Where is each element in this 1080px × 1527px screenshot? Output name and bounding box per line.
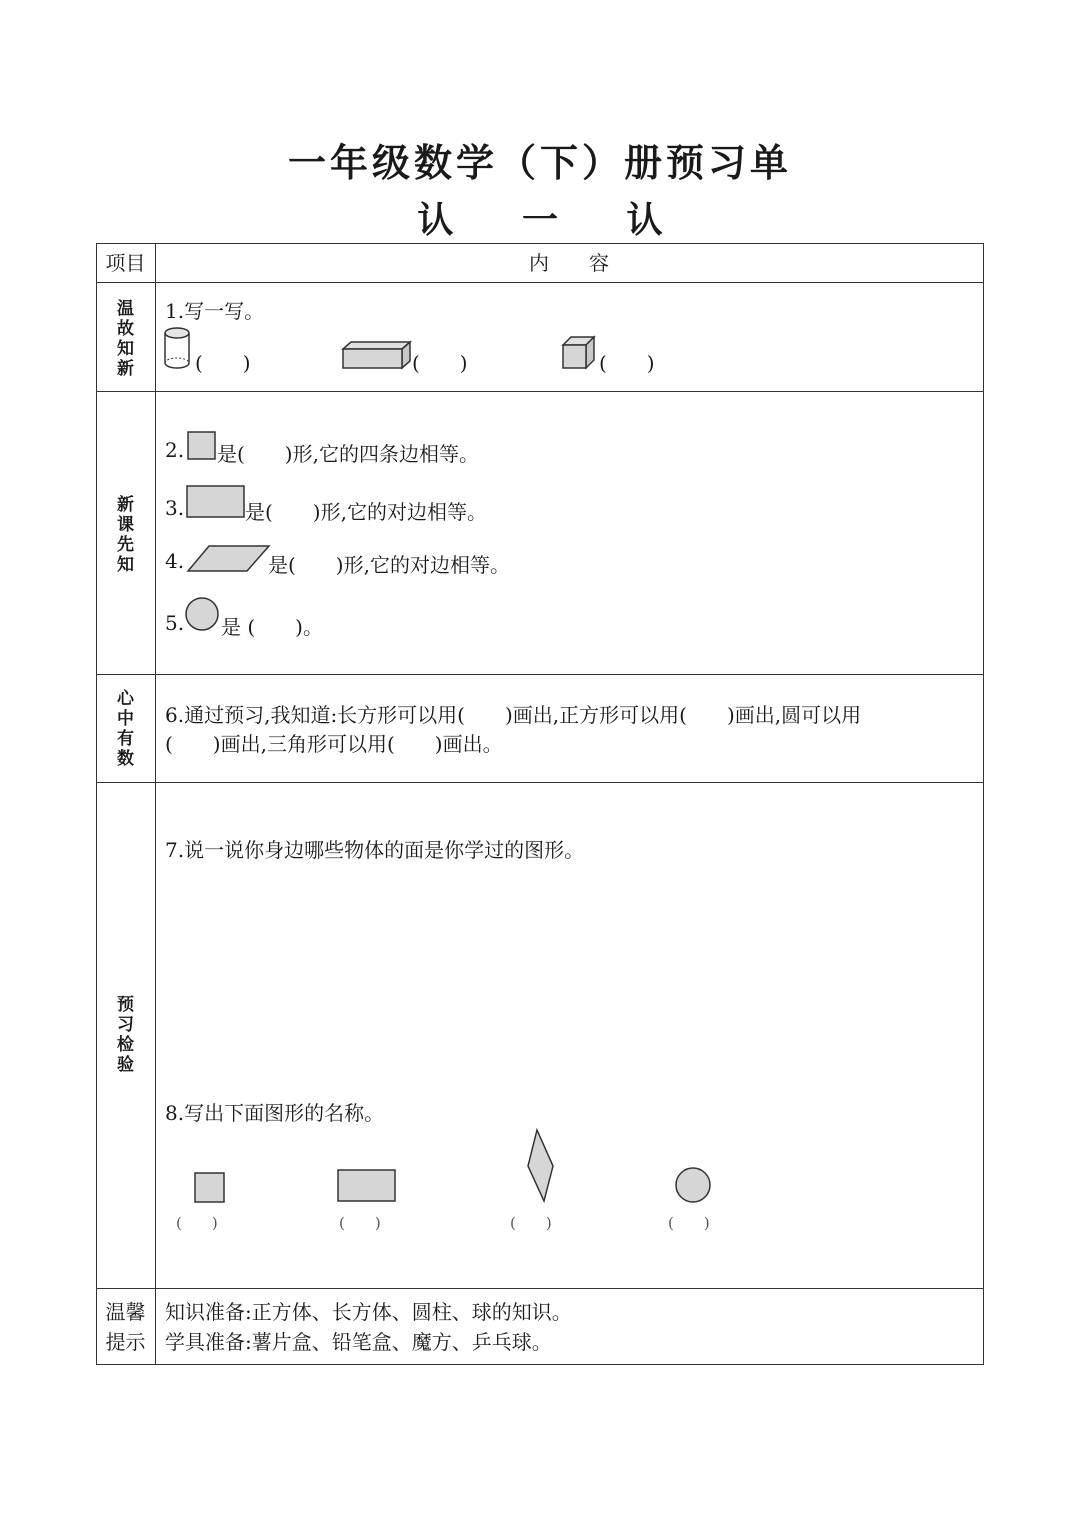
question-6-line2: ( )画出,三角形可以用( )画出。 bbox=[165, 732, 503, 756]
row-divider bbox=[96, 391, 984, 392]
subtitle-char: 认 bbox=[626, 200, 663, 241]
row-divider bbox=[96, 782, 984, 783]
question-4-number: 4. bbox=[165, 549, 185, 573]
subtitle-char: 认 bbox=[417, 200, 454, 241]
header-content: 内 容 bbox=[529, 251, 609, 275]
question-7: 7.说一说你身边哪些物体的面是你学过的图形。 bbox=[165, 838, 585, 862]
question-6-line1: 6.通过预习,我知道:长方形可以用( )画出,正方形可以用( )画出,圆可以用 bbox=[165, 703, 862, 727]
header-item: 项目 bbox=[105, 251, 146, 275]
cylinder-icon bbox=[164, 327, 194, 371]
column-divider bbox=[155, 243, 156, 1365]
section-label-new-lesson: 新 课 先 知 bbox=[117, 495, 134, 575]
question-3-number: 3. bbox=[165, 496, 185, 520]
tips-line-1: 知识准备:正方体、长方体、圆柱、球的知识。 bbox=[165, 1300, 572, 1324]
answer-blank[interactable]: ( ) bbox=[599, 351, 655, 375]
subtitle-char: 一 bbox=[521, 200, 558, 241]
rectangle-shape-icon bbox=[186, 485, 246, 519]
answer-blank[interactable]: ( ) bbox=[339, 1214, 381, 1232]
question-2-text: 是( )形,它的四条边相等。 bbox=[217, 442, 479, 466]
table-border-right bbox=[983, 243, 984, 1365]
section-label-tips: 温馨 提示 bbox=[105, 1300, 146, 1354]
row-divider bbox=[96, 674, 984, 675]
question-1: 1.写一写。 bbox=[165, 299, 265, 323]
section-label-in-mind: 心 中 有 数 bbox=[117, 689, 134, 769]
section-label-preview-check: 预 习 检 验 bbox=[117, 995, 134, 1075]
tips-line-2: 学具准备:薯片盒、铅笔盒、魔方、乒乓球。 bbox=[165, 1330, 552, 1354]
answer-blank[interactable]: ( ) bbox=[176, 1214, 218, 1232]
answer-blank[interactable]: ( ) bbox=[668, 1214, 710, 1232]
square-shape-icon bbox=[187, 431, 217, 461]
row-divider bbox=[96, 282, 984, 283]
question-3-text: 是( )形,它的对边相等。 bbox=[245, 500, 487, 524]
cube-icon bbox=[562, 336, 598, 372]
circle-shape-icon bbox=[185, 597, 221, 633]
table-border-top bbox=[96, 243, 984, 244]
rhombus-shape-icon bbox=[527, 1129, 555, 1203]
section-label-review: 温 故 知 新 bbox=[117, 299, 134, 379]
table-border-left bbox=[96, 243, 97, 1365]
answer-blank[interactable]: ( ) bbox=[412, 351, 468, 375]
question-2-number: 2. bbox=[165, 438, 185, 462]
answer-blank[interactable]: ( ) bbox=[510, 1214, 552, 1232]
worksheet-table bbox=[96, 243, 984, 1365]
question-8: 8.写出下面图形的名称。 bbox=[165, 1101, 385, 1125]
page-title: 一年级数学（下）册预习单 bbox=[287, 141, 792, 185]
page-subtitle bbox=[0, 192, 1080, 243]
row-divider bbox=[96, 1288, 984, 1289]
question-5-text: 是 ( )。 bbox=[221, 615, 323, 639]
square-shape-icon bbox=[194, 1172, 226, 1204]
cuboid-icon bbox=[342, 341, 412, 371]
question-4-text: 是( )形,它的对边相等。 bbox=[268, 553, 510, 577]
parallelogram-shape-icon bbox=[187, 545, 271, 573]
table-border-bottom bbox=[96, 1364, 984, 1365]
question-5-number: 5. bbox=[165, 611, 185, 635]
rectangle-shape-icon bbox=[337, 1169, 397, 1203]
circle-shape-icon bbox=[675, 1167, 713, 1205]
answer-blank[interactable]: ( ) bbox=[195, 351, 251, 375]
